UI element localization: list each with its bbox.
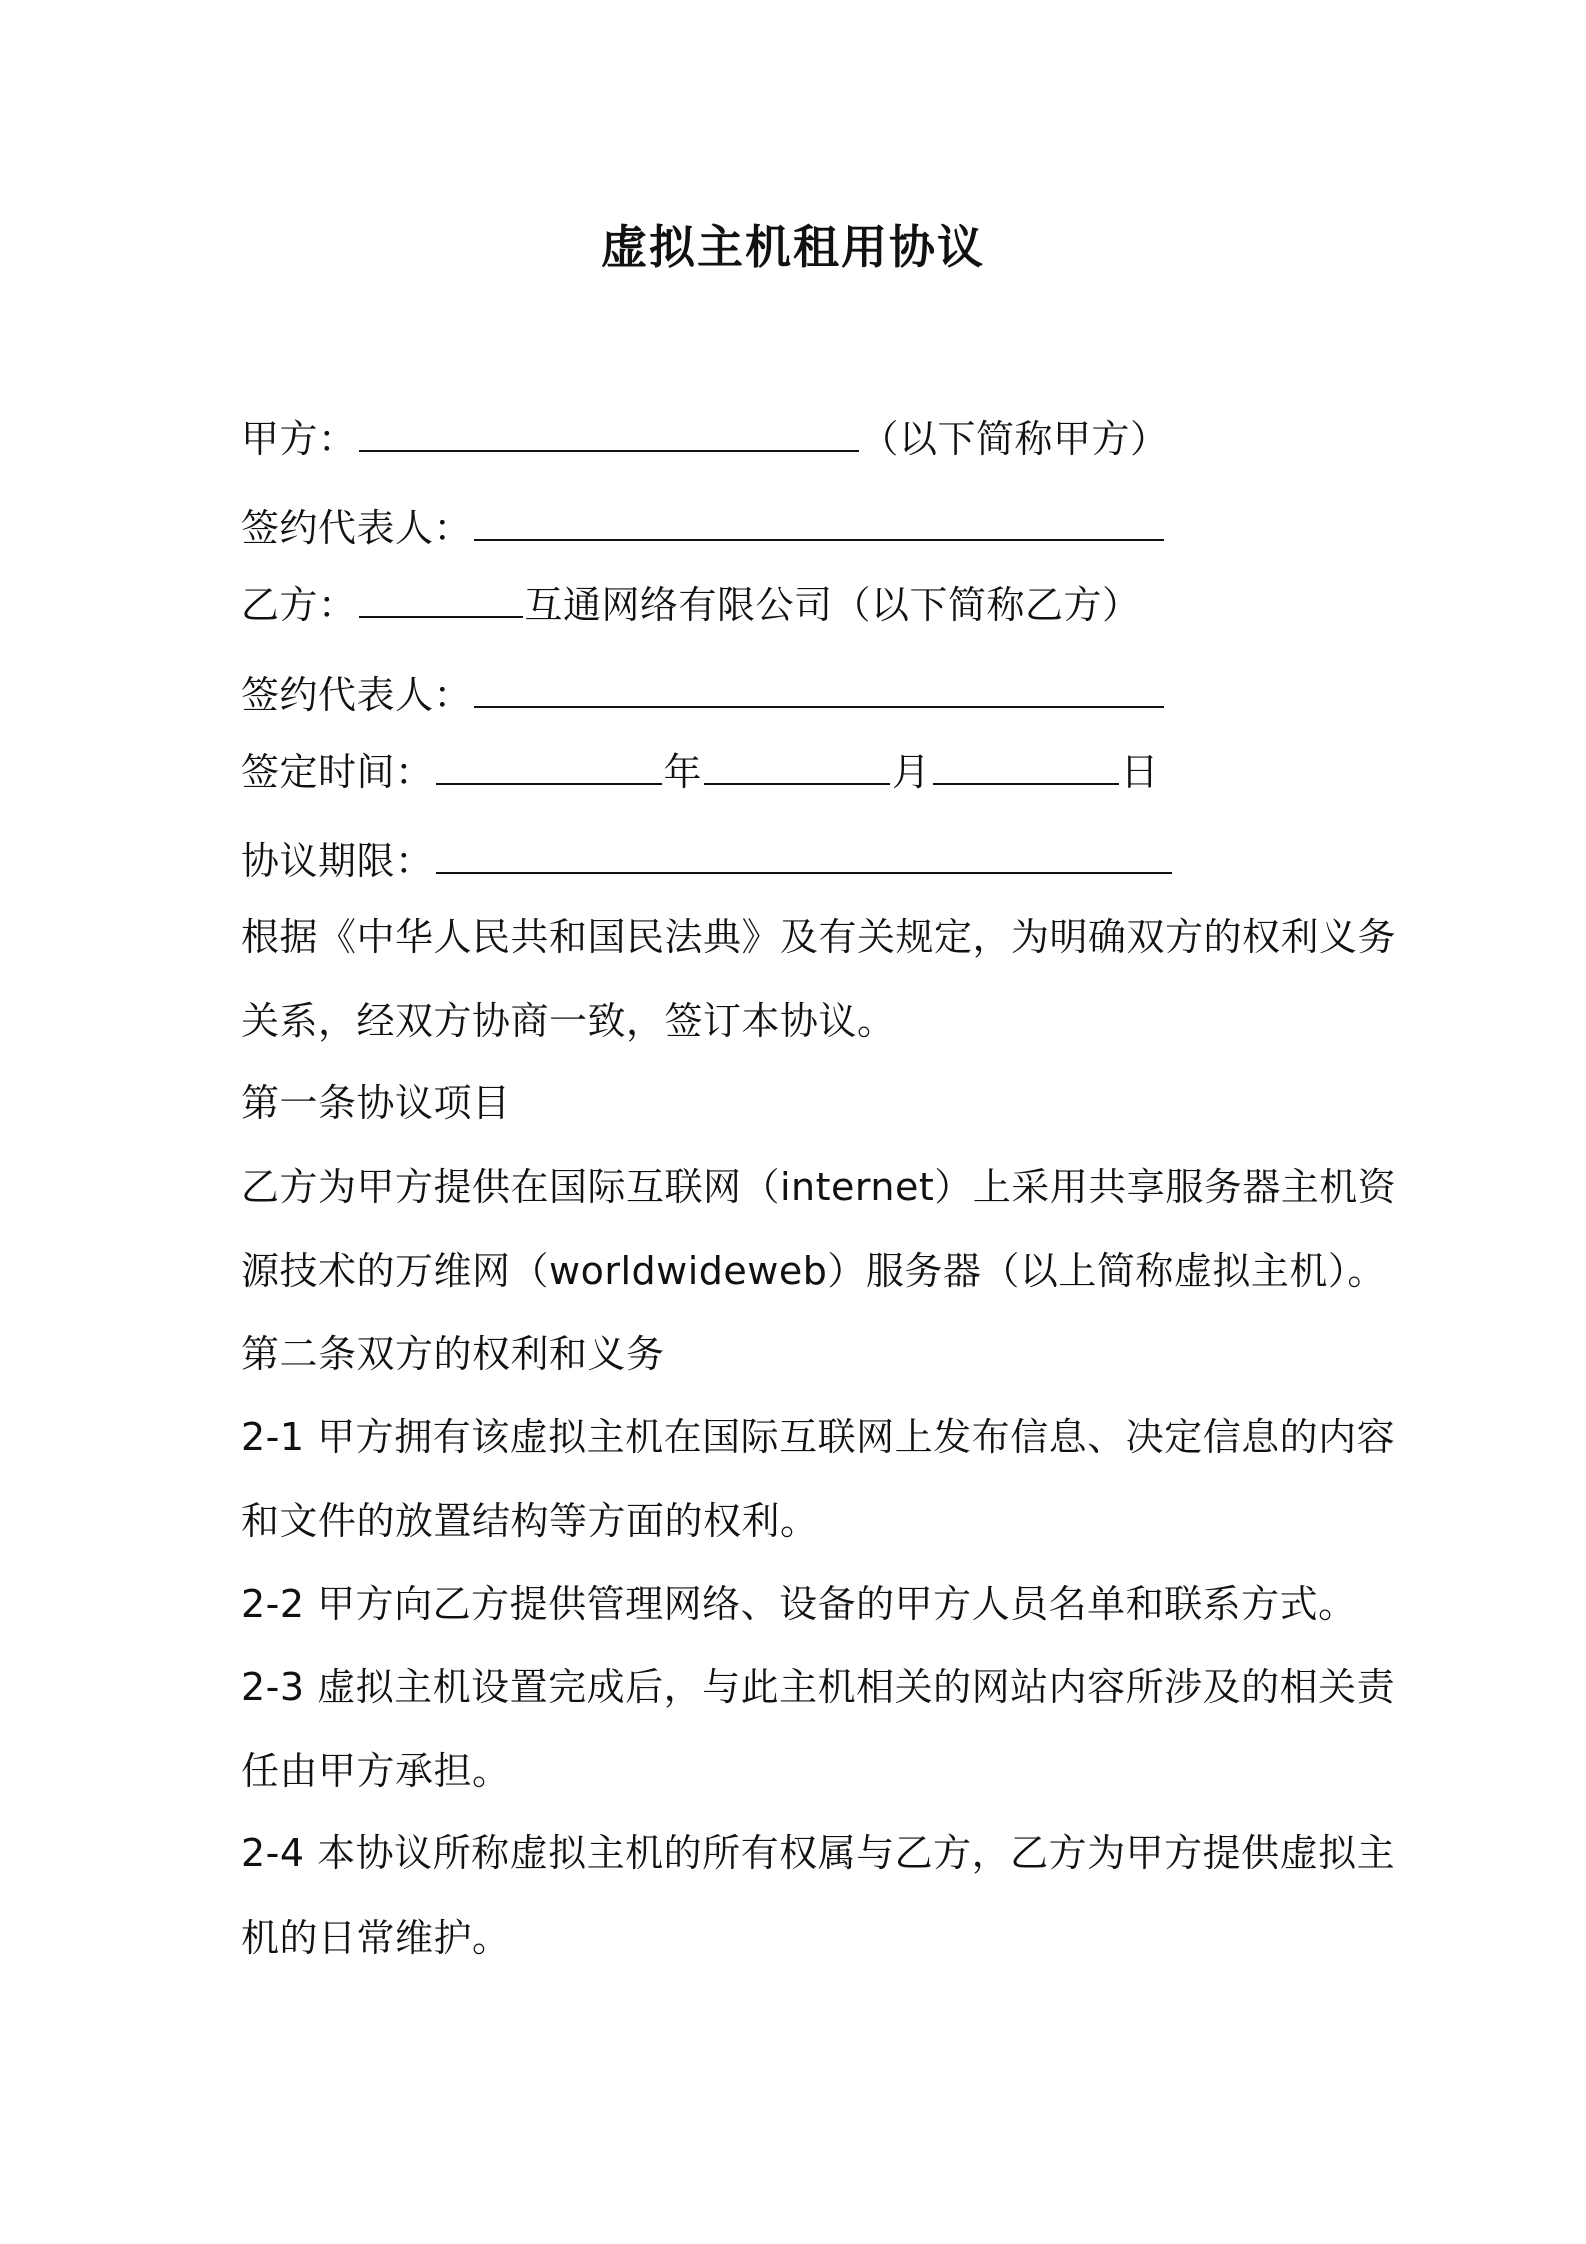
body-line: 关系，经双方协商一致，签订本协议。	[241, 999, 896, 1043]
party-b-company: 互通网络有限公司（以下简称乙方）	[524, 583, 1141, 627]
day-label: 日	[1120, 750, 1160, 794]
body-line: 2-1 甲方拥有该虚拟主机在国际互联网上发布信息、决定信息的内容	[241, 1415, 1396, 1459]
rep-a-line	[241, 501, 1166, 555]
body-line: 源技术的万维网（worldwideweb）服务器（以上简称虚拟主机）。	[241, 1249, 1386, 1293]
year-label: 年	[663, 750, 703, 794]
day-blank	[933, 749, 1119, 785]
body-line: 和文件的放置结构等方面的权利。	[241, 1499, 819, 1543]
body-line: 2-3 虚拟主机设置完成后，与此主机相关的网站内容所涉及的相关责	[241, 1665, 1396, 1709]
rep-b-blank	[474, 672, 1164, 708]
document-title: 虚拟主机租用协议	[601, 220, 985, 274]
party-a-blank	[359, 416, 859, 452]
term-line	[241, 834, 1174, 888]
month-label: 月	[892, 750, 931, 794]
body-line: 任由甲方承担。	[241, 1749, 511, 1793]
section-heading: 第二条双方的权利和义务	[241, 1332, 665, 1376]
body-line: 2-4 本协议所称虚拟主机的所有权属与乙方，乙方为甲方提供虚拟主	[241, 1831, 1396, 1875]
term-label: 协议期限：	[241, 839, 434, 883]
party-b-blank	[359, 582, 523, 618]
body-line: 机的日常维护。	[241, 1916, 511, 1960]
rep-b-line	[241, 668, 1166, 722]
rep-b-label: 签约代表人：	[241, 673, 473, 717]
body-line: 乙方为甲方提供在国际互联网（internet）上采用共享服务器主机资	[241, 1165, 1397, 1209]
rep-a-label: 签约代表人：	[241, 506, 473, 550]
party-a-line	[241, 412, 1169, 466]
term-blank	[436, 838, 1172, 874]
party-a-label: 甲方：	[241, 417, 357, 461]
section-heading: 第一条协议项目	[241, 1081, 511, 1125]
party-b-line	[241, 578, 1141, 632]
party-a-suffix: （以下简称甲方）	[860, 417, 1169, 461]
party-b-label: 乙方：	[241, 583, 357, 627]
sign-date-label: 签定时间：	[241, 750, 434, 794]
year-blank	[436, 749, 662, 785]
body-line: 根据《中华人民共和国民法典》及有关规定，为明确双方的权利义务	[241, 915, 1397, 959]
sign-date-line	[241, 745, 1159, 799]
rep-a-blank	[474, 505, 1164, 541]
body-line: 2-2 甲方向乙方提供管理网络、设备的甲方人员名单和联系方式。	[241, 1582, 1357, 1626]
month-blank	[704, 749, 890, 785]
